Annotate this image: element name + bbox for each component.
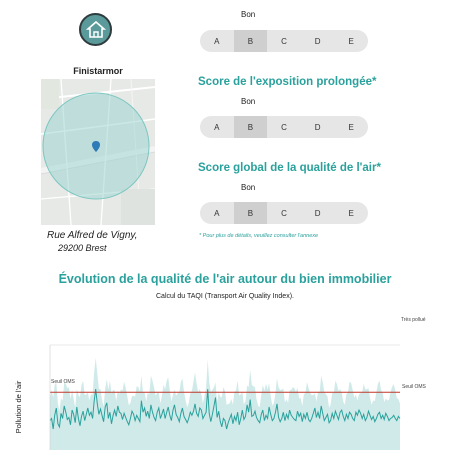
threshold-label-left: Seuil OMS [51, 379, 75, 385]
score-3-label: Bon [241, 183, 256, 192]
top-label: Très pollué [401, 317, 426, 323]
grade-a: A [214, 122, 220, 132]
grade-b: B [234, 116, 268, 138]
location-map[interactable] [41, 79, 155, 225]
pollution-chart [0, 305, 450, 450]
series-band [50, 358, 400, 450]
grade-c: C [281, 122, 287, 132]
score-1-scale [200, 30, 368, 52]
score-3-title: Score global de la qualité de l'air* [198, 162, 381, 174]
grade-d: D [314, 122, 321, 132]
score-2-label: Bon [241, 97, 256, 106]
threshold-label-right: Seuil OMS [402, 384, 426, 390]
grade-e: E [348, 36, 354, 46]
grade-b: B [234, 30, 268, 52]
y-axis-label: Pollution de l'air [14, 380, 23, 434]
grade-e: E [348, 208, 354, 218]
score-2-scale [200, 116, 368, 138]
region-name: Finistarmor [73, 66, 123, 76]
grade-a: A [214, 208, 220, 218]
address-line-1: Rue Alfred de Vigny, [47, 230, 138, 241]
map-drawing [41, 79, 155, 225]
score-3-scale [200, 202, 368, 224]
grade-c: C [281, 208, 287, 218]
grade-a: A [214, 36, 220, 46]
grade-d: D [314, 36, 321, 46]
grade-d: D [314, 208, 321, 218]
grade-c: C [281, 36, 287, 46]
logo [79, 13, 112, 46]
evolution-subtitle: Calcul du TAQI (Transport Air Quality Index). [156, 293, 294, 300]
score-1-label: Bon [241, 10, 256, 19]
grade-e: E [348, 122, 354, 132]
grade-b: B [234, 202, 268, 224]
score-2-title: Score de l'exposition prolongée* [198, 76, 377, 88]
evolution-title: Évolution de la qualité de l'air autour du bien immobilier [58, 272, 392, 286]
house-icon [86, 20, 106, 40]
footnote: * Pour plus de détails, veuillez consulter l'annexe [199, 233, 319, 239]
address-line-2: 29200 Brest [58, 243, 107, 253]
